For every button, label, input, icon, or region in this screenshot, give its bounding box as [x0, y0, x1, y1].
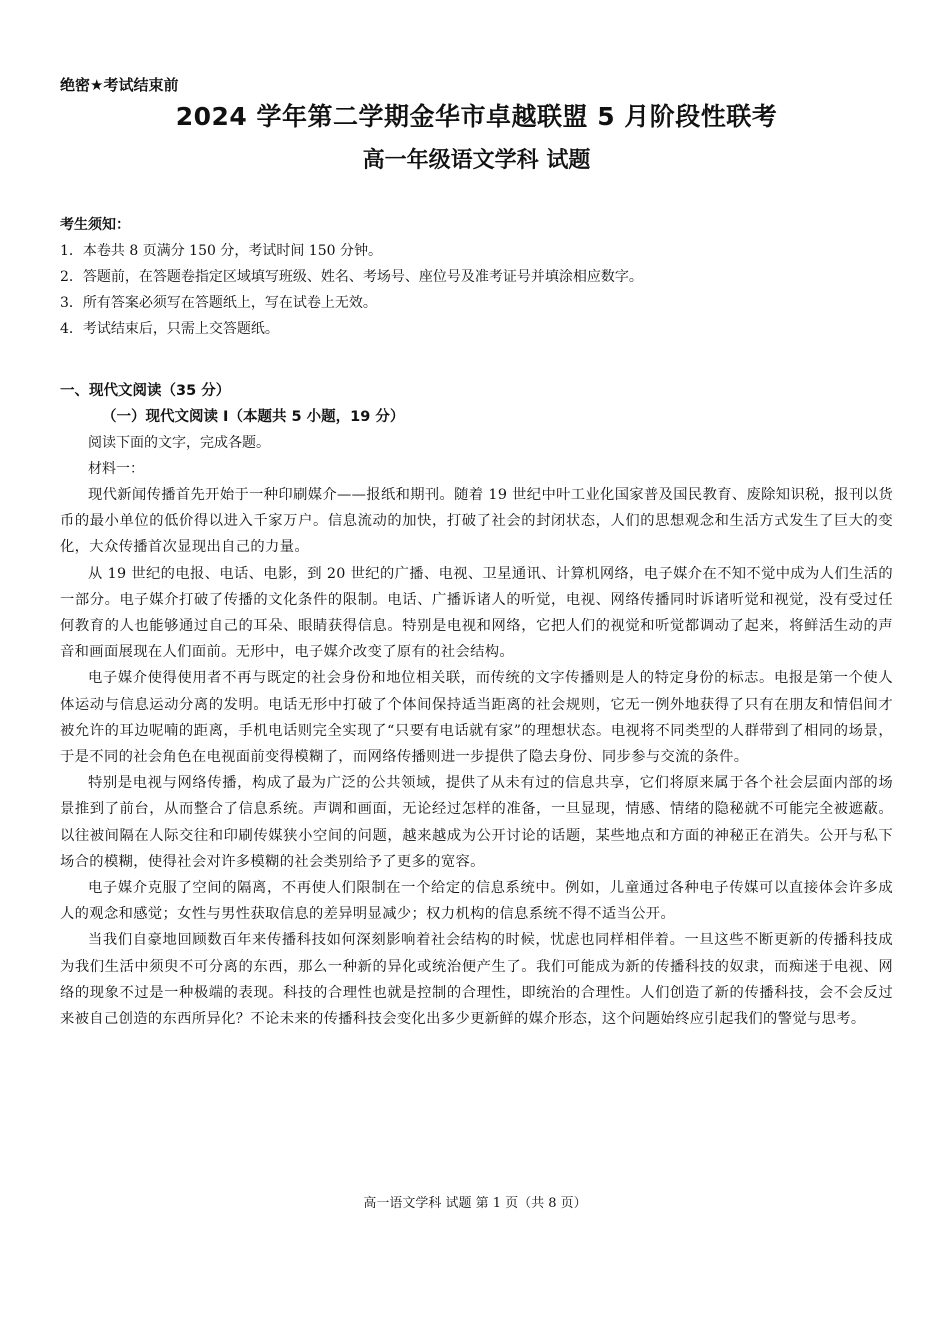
confidential-label: 绝密★考试结束前	[60, 76, 179, 94]
candidate-notice	[60, 212, 893, 342]
notice-item: 1．本卷共 8 页满分 150 分，考试时间 150 分钟。	[60, 243, 382, 259]
exam-title: 2024 学年第二学期金华市卓越联盟 5 月阶段性联考	[175, 102, 778, 131]
passage-paragraph: 从 19 世纪的电报、电话、电影，到 20 世纪的广播、电视、卫星通讯、计算机网络，电子媒介在不知不觉中成为人们生活的一部分。电子媒介打破了传播的文化条件的限制。电话、广播诉诸人的听觉，电视、网络传播同时诉诸听觉和视觉，没有受过任何教育的人也能够通过自己的耳朵、眼睛获得信息。特别是电视和网络，它把人们的视觉和听觉都调动了起来，将鲜活生动的声音和画面展现在人们面前。无形中，电子媒介改变了原有的社会结构。	[60, 565, 893, 661]
notice-item: 2．答题前，在答题卷指定区域填写班级、姓名、考场号、座位号及准考证号并填涂相应数字。	[60, 269, 643, 285]
page-footer: 高一语文学科 试题 第 1 页（共 8 页）	[363, 1196, 587, 1211]
reading-instruction: 阅读下面的文字，完成各题。	[88, 435, 270, 451]
passage-paragraph: 电子媒介使得使用者不再与既定的社会身份和地位相关联，而传统的文字传播则是人的特定身份的标志。电报是第一个使人体运动与信息运动分离的发明。电话无形中打破了个体间保持适当距离的社会规则，它无一例外地获得了只有在朋友和情侣间才被允许的耳边呢喃的距离，手机电话则完全实现了“只要有电话就有家”的理想状态。电视将不同类型的人群带到了相同的场景，于是不同的社会角色在电视面前变得模糊了，而网络传播则进一步提供了隐去身份、同步参与交流的条件。	[60, 670, 893, 766]
material-label: 材料一：	[88, 461, 144, 477]
section-heading: 一、现代文阅读（35 分）	[60, 383, 231, 399]
notice-item: 4．考试结束后，只需上交答题纸。	[60, 321, 279, 337]
exam-page	[60, 74, 893, 1032]
notice-item: 3．所有答案必须写在答题纸上，写在试卷上无效。	[60, 295, 377, 311]
subsection-heading: （一）现代文阅读 I（本题共 5 小题，19 分）	[102, 409, 405, 425]
passage-paragraph: 现代新闻传播首先开始于一种印刷媒介——报纸和期刊。随着 19 世纪中叶工业化国家普及国民教育、废除知识税，报刊以货币的最小单位的低价得以进入千家万户。信息流动的加快，打破了社会的封闭状态，人们的思想观念和生活方式发生了巨大的变化，大众传播首次显现出自己的力量。	[60, 487, 893, 556]
reading-passage	[60, 482, 893, 1032]
notice-heading: 考生须知：	[60, 217, 130, 233]
passage-paragraph: 当我们自豪地回顾数百年来传播科技如何深刻影响着社会结构的时候，忧虑也同样相伴着。一旦这些不断更新的传播科技成为我们生活中须臾不可分离的东西，那么一种新的异化或统治便产生了。我们可能成为新的传播科技的奴隶，而痴迷于电视、网络的现象不过是一种极端的表现。科技的合理性也就是控制的合理性，即统治的合理性。人们创造了新的传播科技，会不会反过来被自己创造的东西所异化？不论未来的传播科技会变化出多少更新鲜的媒介形态，这个问题始终应引起我们的警觉与思考。	[60, 932, 893, 1028]
passage-paragraph: 特别是电视与网络传播，构成了最为广泛的公共领域，提供了从未有过的信息共享，它们将原来属于各个社会层面内部的场景推到了前台，从而整合了信息系统。声调和画面，无论经过怎样的准备，一旦显现，情感、情绪的隐秘就不可能完全被遮蔽。以往被间隔在人际交往和印刷传媒狭小空间的问题，越来越成为公开讨论的话题，某些地点和方面的神秘正在消失。公开与私下场合的模糊，使得社会对许多模糊的社会类别给予了更多的宽容。	[60, 775, 893, 870]
exam-subtitle: 高一年级语文学科 试题	[362, 148, 591, 173]
passage-paragraph: 电子媒介克服了空间的隔离，不再使人们限制在一个给定的信息系统中。例如，儿童通过各种电子传媒可以直接体会许多成人的观念和感觉；女性与男性获取信息的差异明显减少；权力机构的信息系统不得不适当公开。	[60, 880, 893, 923]
